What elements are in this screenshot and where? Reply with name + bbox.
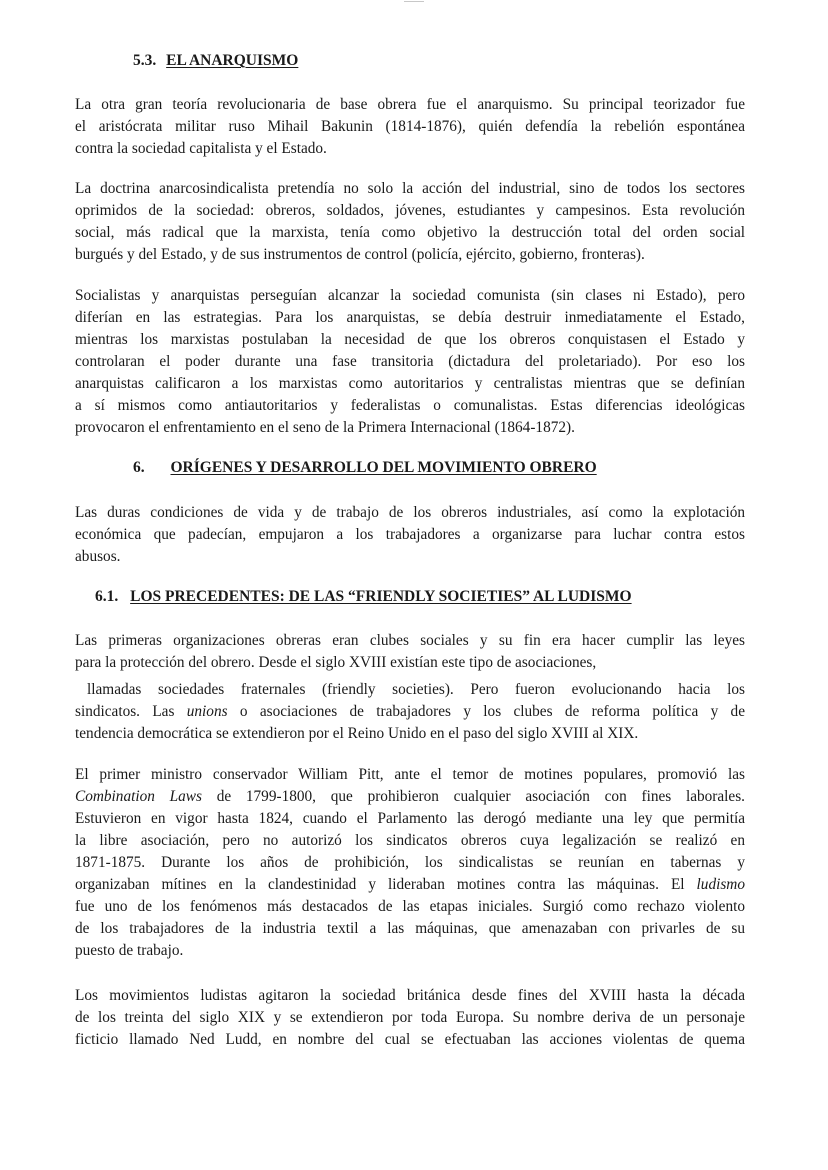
text-line: Socialistas y anarquistas perseguían alcanzar la sociedad comunista (sin clases ni Estado), pero <box>75 287 745 304</box>
text-line: provocaron el enfrentamiento en el seno de la Primera Internacional (1864-1872). <box>75 419 575 436</box>
section-heading-6-1 <box>95 587 632 607</box>
text-line: oprimidos de la sociedad: obreros, soldados, jóvenes, estudiantes y campesinos. Esta revolución <box>75 202 745 219</box>
text-line: organizaban mítines en la clandestinidad y lideraban motines contra las máquinas. El ludismo <box>75 876 745 893</box>
text-line: ficticio llamado Ned Ludd, en nombre del cual se efectuaban las acciones violentas de quema <box>75 1031 745 1048</box>
paragraph <box>75 985 745 1051</box>
page-top-divider <box>404 1 424 2</box>
text-line: la libre asociación, pero no autorizó los sindicatos obreros cuya legalización se realizó en <box>75 832 745 849</box>
paragraph <box>75 502 745 568</box>
text-line: de los trabajadores de la industria textil a las máquinas, que amenazaban con privarles de su <box>75 920 745 937</box>
text-line: El primer ministro conservador William Pitt, ante el temor de motines populares, promovió las <box>75 766 745 783</box>
emphasis-text: Combination Laws <box>75 788 202 805</box>
paragraph <box>75 630 745 674</box>
text-line: La doctrina anarcosindicalista pretendía no solo la acción del industrial, sino de todos los sectores <box>75 180 745 197</box>
text-line: controlaran el poder durante una fase transitoria (dictadura del proletariado). Por eso los <box>75 353 745 370</box>
emphasis-text: ludismo <box>696 876 745 893</box>
text-line: Las duras condiciones de vida y de trabajo de los obreros industriales, así como la explotación <box>75 504 745 521</box>
text-line: fue uno de los fenómenos más destacados de las etapas iniciales. Surgió como rechazo violento <box>75 898 745 915</box>
text-line: abusos. <box>75 548 121 565</box>
text-line: Los movimientos ludistas agitaron la sociedad británica desde fines del XVIII hasta la década <box>75 987 745 1004</box>
paragraph <box>75 285 745 439</box>
text-line: 1871-1875. Durante los años de prohibición, los sindicalistas se reunían en tabernas y <box>75 854 745 871</box>
paragraph <box>75 764 745 962</box>
text-line: a sí mismos como antiautoritarios y federalistas o comunalistas. Estas diferencias ideológicas <box>75 397 745 414</box>
text-line: de los treinta del siglo XIX y se extendieron por toda Europa. Su nombre deriva de un personaje <box>75 1009 745 1026</box>
section-title: EL ANARQUISMO <box>166 52 299 69</box>
section-title: LOS PRECEDENTES: DE LAS “FRIENDLY SOCIETIES” AL LUDISMO <box>130 588 632 605</box>
section-number: 6.1. <box>95 588 119 605</box>
text-line: llamadas sociedades fraternales (friendly societies). Pero fueron evolucionando hacia los <box>87 681 745 698</box>
paragraph <box>75 94 745 160</box>
text-line: sindicatos. Las unions o asociaciones de trabajadores y los clubes de reforma política y de <box>75 703 745 720</box>
section-heading-5-3 <box>133 51 298 71</box>
paragraph <box>75 679 745 745</box>
paragraph <box>75 178 745 266</box>
text-line: económica que padecían, empujaron a los trabajadores a organizarse para luchar contra estos <box>75 526 745 543</box>
text-line: anarquistas calificaron a los marxistas como autoritarios y centralistas mientras que se definían <box>75 375 745 392</box>
section-heading-6 <box>133 458 597 478</box>
text-line: Estuvieron en vigor hasta 1824, cuando el Parlamento las derogó mediante una ley que permitía <box>75 810 745 827</box>
text-line: puesto de trabajo. <box>75 942 184 959</box>
text-line: contra la sociedad capitalista y el Estado. <box>75 140 327 157</box>
text-line: el aristócrata militar ruso Mihail Bakunin (1814-1876), quién defendía la rebelión espontánea <box>75 118 745 135</box>
text-line: para la protección del obrero. Desde el siglo XVIII existían este tipo de asociaciones, <box>75 654 597 671</box>
text-line: Las primeras organizaciones obreras eran clubes sociales y su fin era hacer cumplir las leyes <box>75 632 745 649</box>
text-line: La otra gran teoría revolucionaria de base obrera fue el anarquismo. Su principal teorizador fue <box>75 96 745 113</box>
text-line: burgués y del Estado, y de sus instrumentos de control (policía, ejército, gobierno, fronteras). <box>75 246 645 263</box>
section-number: 5.3. <box>133 52 157 69</box>
emphasis-text: unions <box>186 703 228 720</box>
text-line: Combination Laws de 1799-1800, que prohibieron cualquier asociación con fines laborales. <box>75 788 745 805</box>
text-line: diferían en las estrategias. Para los anarquistas, se debía destruir inmediatamente el Estado, <box>75 309 745 326</box>
text-line: mientras los marxistas postulaban la necesidad de que los obreros conquistasen el Estado y <box>75 331 745 348</box>
section-title: ORÍGENES Y DESARROLLO DEL MOVIMIENTO OBRERO <box>170 459 597 476</box>
text-line: tendencia democrática se extendieron por el Reino Unido en el paso del siglo XVIII al XIX. <box>75 725 639 742</box>
section-number: 6. <box>133 459 145 476</box>
text-line: social, más radical que la marxista, tenía como objetivo la destrucción total del orden social <box>75 224 745 241</box>
